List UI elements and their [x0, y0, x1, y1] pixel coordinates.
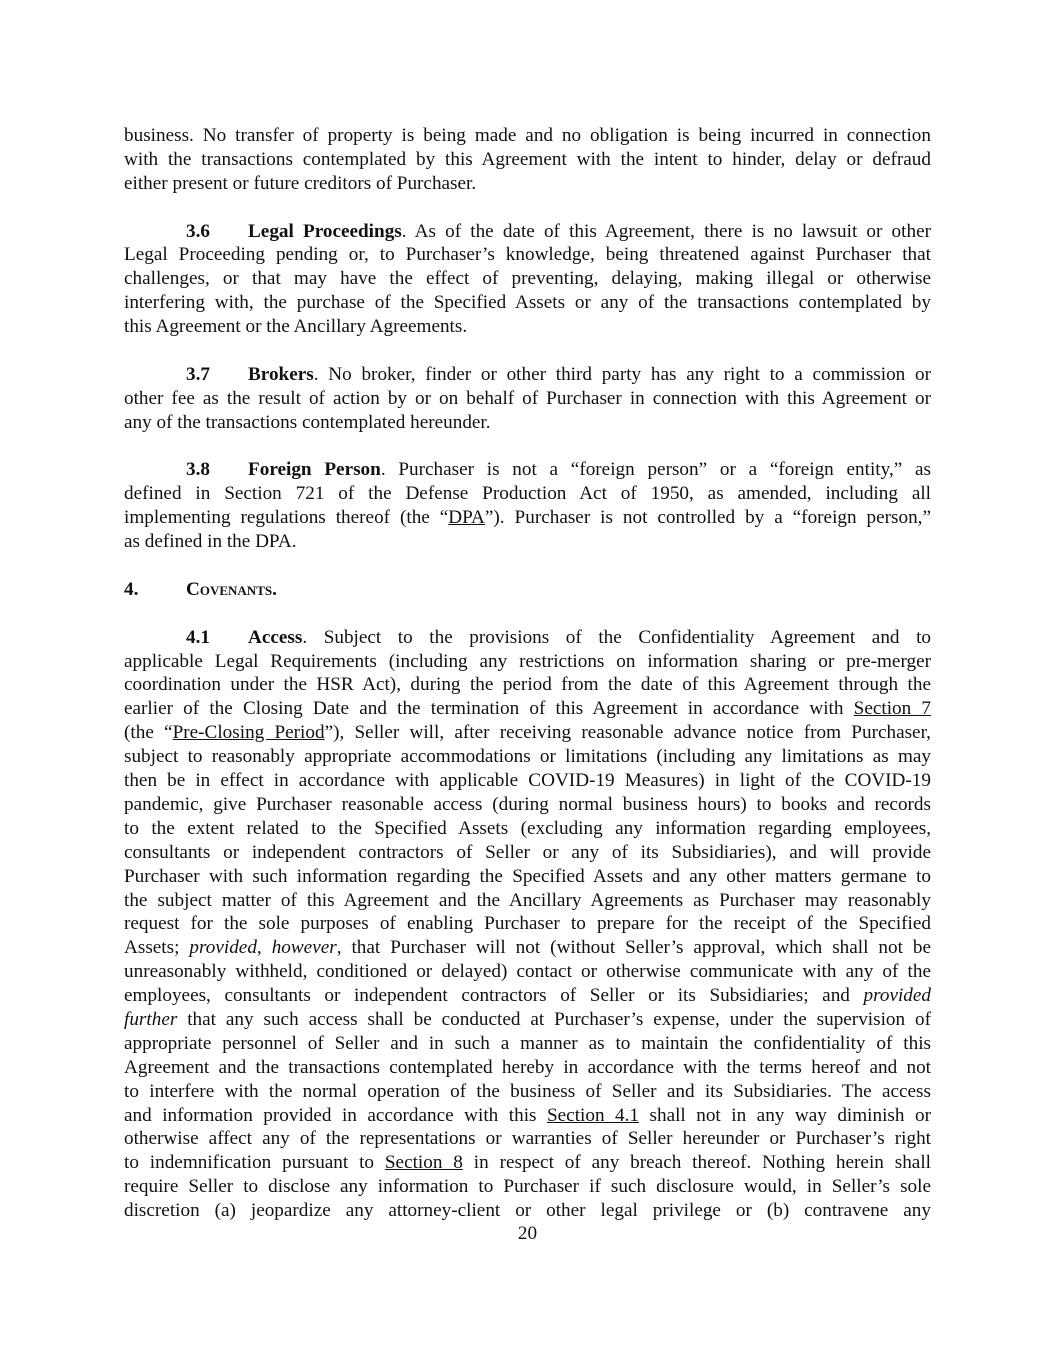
section-first-line — [124, 626, 931, 650]
text-line: with the transactions contemplated by this Agreement with the intent to hinder, delay or defraud — [124, 148, 931, 170]
section-3-6 — [124, 220, 931, 339]
article-title: Covenants. — [186, 578, 277, 600]
section-number: 4.1 — [186, 626, 210, 648]
text-run: Assets; — [124, 937, 190, 959]
text-run: employees, consultants or independent contractors of Seller or its Subsidiaries; and — [124, 985, 864, 1007]
section-number: 3.6 — [186, 220, 210, 242]
text-line: Legal Proceeding pending or, to Purchaser’s knowledge, being threatened against Purchaser that — [124, 244, 931, 266]
text-line: Agreement and the transactions contemplated hereby in accordance with the terms hereof and not — [124, 1056, 931, 1078]
text-run: earlier of the Closing Date and the termination of this Agreement in accordance with — [124, 698, 854, 720]
section-8-reference: Section 8 — [384, 1152, 463, 1174]
section-4-1-reference: Section 4.1 — [546, 1104, 640, 1126]
text-line: this Agreement or the Ancillary Agreements. — [124, 316, 468, 338]
text-line: the subject matter of this Agreement and the Ancillary Agreements as Purchaser may reasonably — [124, 889, 931, 911]
text-run: that any such access shall be conducted at Purchaser’s expense, under the supervision of — [177, 1008, 931, 1030]
section-first-line — [124, 458, 931, 482]
defined-term-pre-closing-period: Pre-Closing Period — [172, 722, 325, 744]
section-number: 3.7 — [186, 363, 210, 385]
text-line — [124, 1151, 931, 1175]
text-line: applicable Legal Requirements (including any restrictions on information sharing or pre-merger — [124, 650, 931, 672]
text-line: either present or future creditors of Purchaser. — [124, 172, 477, 194]
section-7-reference: Section 7 — [853, 698, 931, 720]
text-line: challenges, or that may have the effect of preventing, delaying, making illegal or otherwise — [124, 268, 931, 290]
text-line: defined in Section 721 of the Defense Production Act of 1950, as amended, including all — [124, 483, 931, 505]
continuation-paragraph — [124, 124, 931, 196]
italic-term: provided, however — [189, 937, 337, 959]
text-line: pandemic, give Purchaser reasonable access (during normal business hours) to books and records — [124, 793, 931, 815]
italic-term: provided — [863, 985, 931, 1007]
text-line — [124, 984, 931, 1008]
text-run: shall not in any way diminish or — [639, 1104, 931, 1126]
text-run: ”). Purchaser is not controlled by a “foreign person,” — [484, 507, 931, 529]
text-line: otherwise affect any of the representations or warranties of Seller hereunder or Purchaser’s right — [124, 1128, 931, 1150]
section-first-line — [124, 220, 931, 244]
text-line — [124, 1104, 931, 1128]
section-title: Legal Proceedings — [248, 220, 402, 242]
text-line: discretion (a) jeopardize any attorney-client or other legal privilege or (b) contravene any — [124, 1200, 931, 1222]
section-4-1 — [124, 626, 931, 1223]
text-run: . As of the date of this Agreement, there is no lawsuit or other — [401, 220, 931, 242]
text-line: to the extent related to the Specified Assets (excluding any information regarding employees, — [124, 817, 931, 839]
text-line: appropriate personnel of Seller and in such a manner as to maintain the confidentiality of this — [124, 1032, 931, 1054]
text-run: (the “ — [124, 722, 173, 744]
section-title: Foreign Person — [248, 459, 381, 481]
section-3-8 — [124, 458, 931, 554]
text-run: to indemnification pursuant to — [124, 1152, 385, 1174]
text-line: require Seller to disclose any information to Purchaser if such disclosure would, in Seller’s sole — [124, 1176, 931, 1198]
section-title: Access — [248, 626, 303, 648]
text-line: coordination under the HSR Act), during the period from the date of this Agreement through the — [124, 674, 931, 696]
italic-term: further — [124, 1008, 178, 1030]
text-run: and information provided in accordance with this — [124, 1104, 547, 1126]
text-line — [124, 721, 931, 745]
article-number: 4. — [124, 578, 139, 600]
text-line: as defined in the DPA. — [124, 531, 297, 553]
section-3-7 — [124, 363, 931, 435]
text-run: implementing regulations thereof (the “ — [124, 507, 449, 529]
text-line: Purchaser with such information regarding the Specified Assets and any other matters germane to — [124, 865, 931, 887]
text-line: business. No transfer of property is being made and no obligation is being incurred in connection — [124, 125, 931, 146]
page-number: 20 — [517, 1223, 538, 1244]
text-line: unreasonably withheld, conditioned or delayed) contact or otherwise communicate with any of the — [124, 961, 931, 983]
text-line: then be in effect in accordance with applicable COVID-19 Measures) in light of the COVID-19 — [124, 770, 931, 792]
text-line: to interfere with the normal operation of the business of Seller and its Subsidiaries. The access — [124, 1080, 931, 1102]
text-run: ”), Seller will, after receiving reasonable advance notice from Purchaser, — [324, 722, 931, 744]
text-line — [124, 936, 931, 960]
text-line: interfering with, the purchase of the Specified Assets or any of the transactions contemplated by — [124, 292, 931, 314]
text-line — [124, 506, 931, 530]
text-line: consultants or independent contractors of Seller or any of its Subsidiaries), and will provide — [124, 841, 931, 863]
document-page — [124, 124, 931, 1247]
section-first-line — [124, 363, 931, 387]
text-run: , that Purchaser will not (without Seller’s approval, which shall not be — [336, 937, 932, 959]
text-run: . Subject to the provisions of the Confidentiality Agreement and to — [302, 626, 931, 648]
text-run: in respect of any breach thereof. Nothing herein shall — [462, 1152, 931, 1174]
text-line: other fee as the result of action by or on behalf of Purchaser in connection with this Agreement or — [124, 387, 931, 409]
text-line: request for the sole purposes of enabling Purchaser to prepare for the receipt of the Specified — [124, 913, 931, 935]
text-line — [124, 1008, 931, 1032]
text-run: . Purchaser is not a “foreign person” or a “foreign entity,” as — [380, 459, 931, 481]
text-line — [124, 697, 931, 721]
section-number: 3.8 — [186, 459, 210, 481]
section-title: Brokers — [248, 363, 314, 385]
defined-term-dpa: DPA — [448, 507, 485, 529]
text-line: any of the transactions contemplated hereunder. — [124, 411, 491, 433]
text-run: . No broker, finder or other third party has any right to a commission or — [313, 363, 931, 385]
text-line: subject to reasonably appropriate accommodations or limitations (including any limitations as may — [124, 746, 931, 768]
article-heading — [124, 578, 931, 602]
